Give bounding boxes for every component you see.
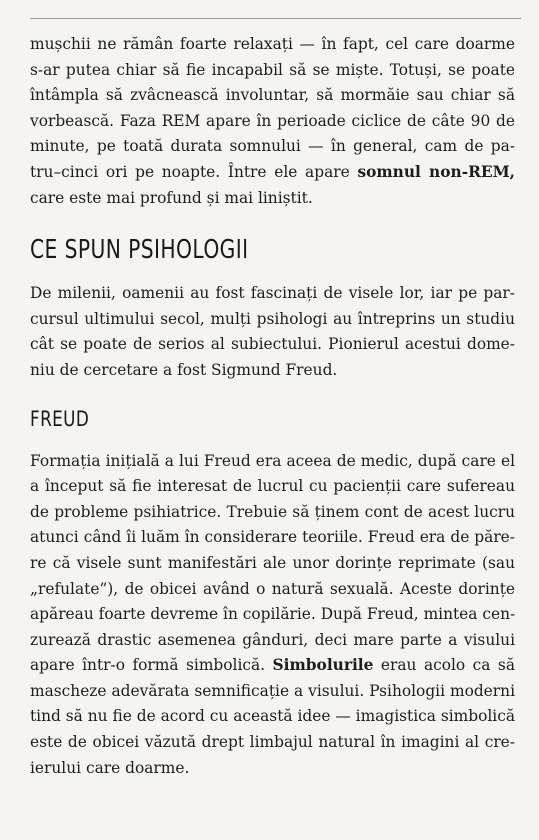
text-line: Formația inițială a lui Freud era aceea de medic, după care el [30,451,515,470]
text-line: cât se poate de serios al subiectului. Pionierul acestui dome- [30,335,515,354]
paragraph-psychologists [30,281,515,383]
text-run: erau acolo ca să [373,656,515,675]
text-line: a început să fie interesat de lucrul cu pacienții care sufereau [30,477,515,496]
text-line: s-ar putea chiar să fie incapabil să se miște. Totuși, se poate [30,60,515,79]
text-line: care este mai profund și mai liniștit. [30,188,313,207]
text-line: re că visele sunt manifestări ale unor dorințe reprimate (sau [30,553,515,572]
text-line: întâmpla să zvâcnească involuntar, să mormăie sau chiar să [30,86,515,105]
text-line: vorbească. Faza REM apare în perioade ciclice de câte 90 de [30,111,515,130]
text-line [30,653,515,679]
text-line: zurează drastic asemenea gânduri, deci mare parte a visului [30,630,515,649]
text-line: atunci când îi luăm în considerare teoriile. Freud era de păre- [30,528,515,547]
text-line: mascheze adevărata semnificație a visului. Psihologii moderni [30,681,515,700]
text-line: apăreau foarte devreme în copilărie. După Freud, mintea cen- [30,605,516,624]
text-line: „refulate”), de obicei având o natură sexuală. Aceste dorințe [30,579,515,598]
text-line: minute, pe toată durata somnului — în general, cam de pa- [30,137,515,156]
text-line: tind să nu fie de acord cu această idee — imagistica simbolică [30,707,515,726]
page-content [30,32,515,781]
text-line: De milenii, oamenii au fost fascinați de visele lor, iar pe par- [30,284,515,303]
bold-term-simbolurile: Simbolurile [272,656,374,675]
section-heading: CE SPUN PSIHOLOGII [30,235,249,266]
text-line: niu de cercetare a fost Sigmund Freud. [30,360,338,379]
paragraph-rem-sleep [30,32,515,211]
bold-term-non-rem: somnul non-REM, [357,162,515,181]
paragraph-freud [30,449,515,782]
top-rule [30,18,521,19]
subheading-freud: FREUD [30,406,90,431]
text-line: mușchii ne rămân foarte relaxați — în fapt, cel care doarme [30,35,515,53]
text-line: este de obicei văzută drept limbajul natural în imagini al cre- [30,733,515,752]
text-line: cursul ultimului secol, mulți psihologi au întreprins un studiu [30,309,515,328]
text-line [30,160,515,186]
text-line: de probleme psihiatrice. Trebuie să ținem cont de acest lucru [30,502,515,521]
text-run: apare într-o formă simbolică. [30,656,273,675]
text-run: tru–cinci ori pe noapte. Între ele apare [30,162,358,181]
text-line: ierului care doarme. [30,758,190,777]
